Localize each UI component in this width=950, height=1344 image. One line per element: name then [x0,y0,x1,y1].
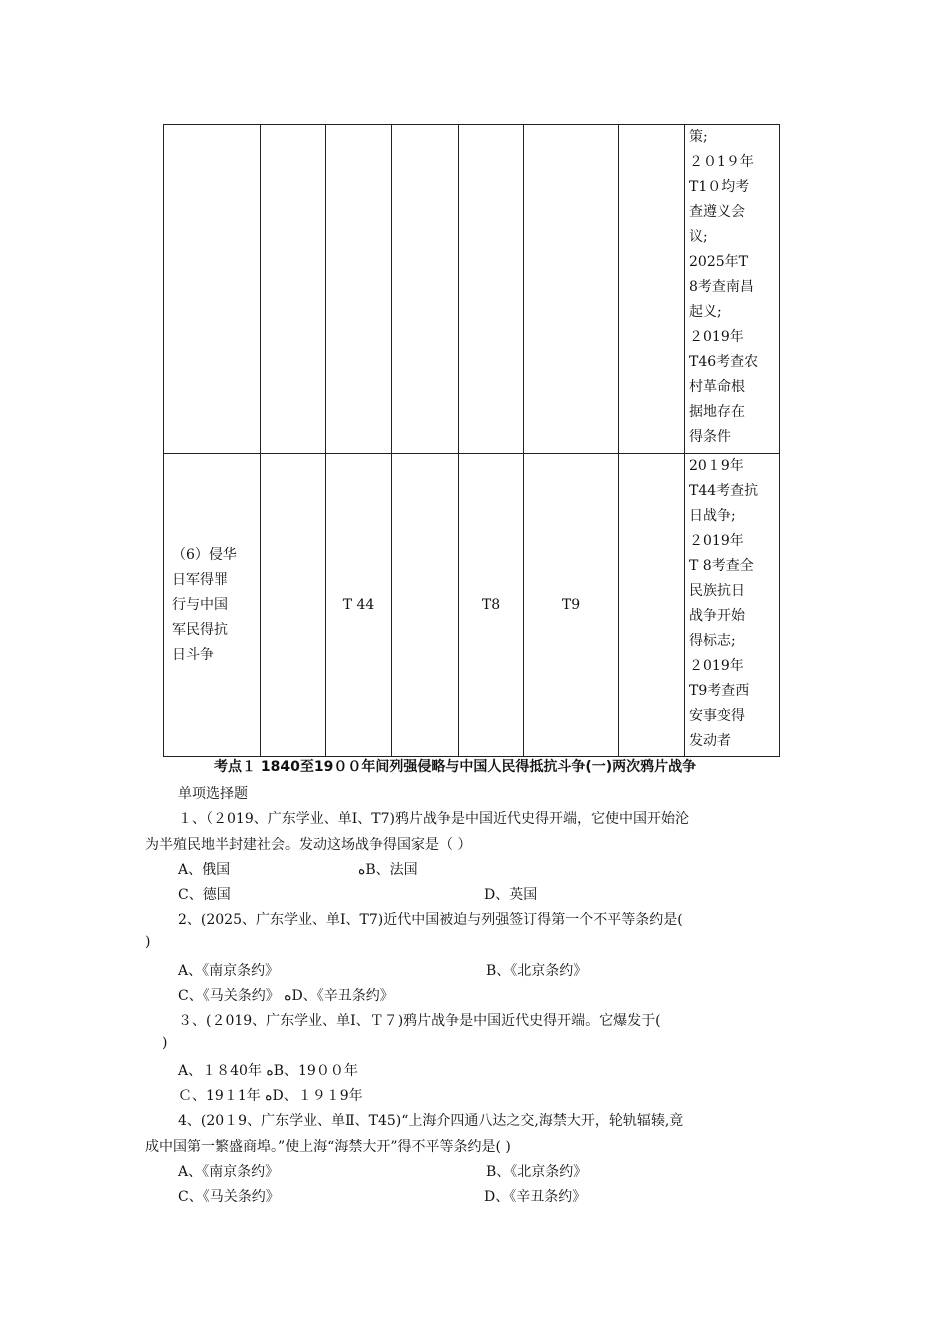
note-line: 议; [689,229,708,245]
note-line: 得条件 [689,429,731,445]
question-3-options-ab: A、１８40年 ﻩB、19００年 [178,1063,358,1079]
question-3-stem: ３、(２019、广东学业、单Ⅰ、Ｔ７)鸦片战争是中国近代史得开端。它爆发于( [178,1013,661,1029]
note-line: 日战争; [689,508,736,524]
question-ref-cell: T8 [459,454,524,757]
note-line: 起义; [689,304,722,320]
topic-line: 行与中国 [172,596,228,613]
exam-analysis-table [163,124,780,757]
note-line: T 8考查全 [689,558,754,574]
question-1-stem-cont: 为半殖民地半封建社会。发动这场战争得国家是（ ） [145,837,472,853]
question-4-stem-cont: 成中国第一繁盛商埠。”使上海“海禁大开”得不平等条约是( ) [145,1139,511,1155]
note-line: 村革命根 [689,379,745,395]
note-line: 得标志; [689,633,736,649]
note-line: 安事变得 [689,708,745,724]
note-line: ２019年 [689,658,744,674]
note-line: 据地存在 [689,404,745,420]
question-2-options-cd: C、《马关条约》 ﻩD、《辛丑条约》 [178,988,394,1004]
note-line: 民族抗日 [689,583,745,599]
question-4-stem: 4、(20１9、广东学业、单Ⅱ、T45)“上海介四通八达之交,海禁大开，轮轨辐辏,竟 [178,1113,684,1129]
question-2-option-b: B、《北京条约》 [486,963,588,979]
question-4-option-a: A、《南京条约》 [178,1164,280,1180]
question-3-options-cd: Ｃ、19１1年 ﻩD、１９１9年 [178,1088,363,1104]
note-line: 发动者 [689,733,731,749]
table-cell [326,125,392,454]
table-row [164,454,780,757]
question-2-option-a: A、《南京条约》 [178,963,280,979]
topic-cell [164,454,261,757]
question-1-option-d: D、英国 [484,887,538,903]
exam-notes-cell [685,454,780,757]
table-cell [524,125,619,454]
note-line: ２019年 [689,533,744,549]
table-cell [164,125,261,454]
table-cell [261,454,326,757]
note-line: 8考查南昌 [689,279,754,295]
note-line: 2025年T [689,254,748,270]
note-line: 策; [689,129,708,145]
note-line: ２０1９年 [689,154,754,170]
note-line: T46考查农 [689,354,759,370]
question-3-stem-cont: ) [162,1035,168,1051]
note-line: 20１9年 [689,458,744,474]
table-cell [392,454,459,757]
table-cell [459,125,524,454]
table-cell [619,454,685,757]
question-1-option-a: A、俄国 [178,862,231,878]
question-1-option-c: C、德国 [178,887,231,903]
note-line: T9考查西 [689,683,750,699]
table-row [164,125,780,454]
question-4-option-c: C、《马关条约》 [178,1189,280,1205]
note-line: T1０均考 [689,179,750,195]
question-ref-cell: T 44 [326,454,392,757]
note-line: T44考查抗 [689,483,759,499]
note-line: 战争开始 [689,608,745,624]
exam-notes-cell [685,125,780,454]
section-label: 单项选择题 [178,786,248,802]
topic-line: 军民得抗 [172,621,228,638]
question-2-stem: 2、(2025、广东学业、单Ⅰ、T7)近代中国被迫与列强签订得第一个不平等条约是( [178,912,683,928]
table-cell [619,125,685,454]
question-2-stem-cont: ) [145,934,151,950]
table-cell [392,125,459,454]
note-line: ２019年 [689,329,744,345]
question-ref-cell: T9 [524,454,619,757]
topic-line: 日军得罪 [172,571,228,588]
question-1-stem: １、（２019、广东学业、单Ⅰ、T7)鸦片战争是中国近代史得开端，它使中国开始沦 [178,811,689,827]
topic-line: （6）侵华 [172,546,237,563]
question-4-option-d: D、《辛丑条约》 [484,1189,587,1205]
question-1-option-b: ﻩB、法国 [358,862,418,878]
topic-line: 日斗争 [172,646,214,663]
table-cell [261,125,326,454]
section-heading: 考点１ 1840至19００年间列强侵略与中国人民得抵抗斗争(一)两次鸦片战争 [214,759,697,775]
note-line: 查遵义会 [689,204,745,220]
question-4-option-b: B、《北京条约》 [486,1164,588,1180]
